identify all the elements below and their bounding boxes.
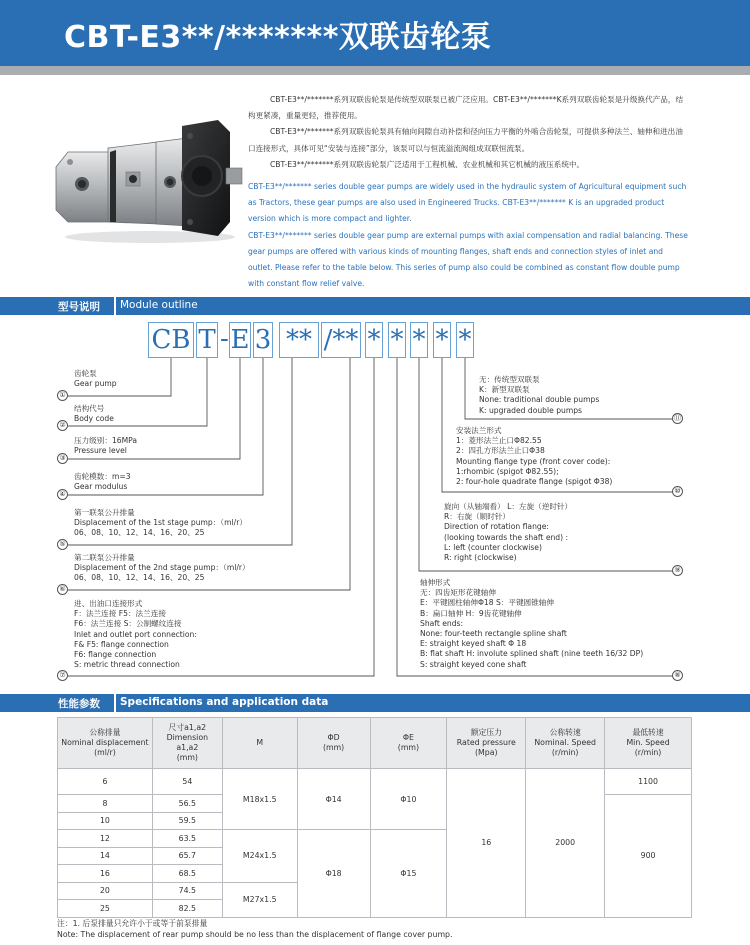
item-10-line: 1:rhombic (spigot Φ82.55);: [456, 466, 559, 476]
item-8-line: 无：四齿矩形花键轴伸: [420, 588, 496, 598]
header-line: (Mpa): [475, 748, 498, 757]
circled-number-10: ⑩: [672, 486, 683, 497]
cell-dimension: 82.5: [152, 900, 222, 918]
page-header: [0, 0, 750, 66]
intro-en-2: CBT-E3**/******* series double gear pump are external pumps with axial compensation and radial balancing. These gear pumps are offered with various kinds of mounting flanges, shaft ends and connection styles of inlet and outlet. Please refer to the table below. This series of pump also could be combined as constant flow double pump with constant flow relief valve.: [248, 230, 688, 289]
header-line: (mm): [322, 743, 345, 752]
cell-min-speed: 900: [605, 795, 692, 918]
header-e: [370, 718, 447, 769]
item-5-en: Displacement of the 1st stage pump：（ml/r）: [74, 518, 247, 528]
code-box-e: E: [229, 322, 251, 358]
table-row: [58, 769, 692, 795]
cell-displacement: 16: [58, 865, 153, 883]
item-8-line: Shaft ends:: [420, 618, 464, 628]
cell-displacement: 14: [58, 847, 153, 865]
circled-number-2: ②: [57, 420, 68, 431]
item-11-line: 无：传统型双联泵: [479, 375, 540, 384]
code-box-rotation: *: [410, 322, 428, 358]
item-6-zh: 第二联泵公升排量: [74, 553, 135, 562]
code-box-port: *: [365, 322, 383, 358]
item-11-label: [479, 375, 599, 416]
cell-m: M18x1.5: [222, 769, 297, 830]
circled-number-7: ⑦: [57, 670, 68, 681]
item-11-line: K：新型双联泵: [479, 385, 530, 395]
item-7-line: Inlet and outlet port connection:: [74, 629, 197, 639]
circled-number-11: ⑪: [674, 414, 681, 422]
circled-number-6: ⑥: [57, 584, 68, 595]
circled-number-1: ①: [57, 390, 68, 401]
item-5-zh: 第一联泵公升排量: [74, 508, 135, 517]
double-gear-pump-illustration: [50, 112, 245, 247]
item-8-line: None: four-teeth rectangle spline shaft: [420, 629, 567, 639]
item-9-line: (looking towards the shaft end) :: [444, 532, 569, 542]
cell-displacement: 20: [58, 882, 153, 900]
item-8-line: B：扁口轴伸 H：9齿花键轴伸: [420, 608, 522, 618]
page-title: CBT-E3**/*******双联齿轮泵: [64, 20, 492, 55]
circled-number-8: ⑧: [672, 670, 683, 681]
module-outline-title-cn: 型号说明: [58, 301, 100, 313]
header-line: ΦD: [327, 733, 340, 742]
intro-en-1: CBT-E3**/******* series double gear pumps are widely used in the hydraulic system of Agricultural equipment such as Tractors, these gear pumps are also used in Engineered Trucks. CBT-E3**/******* K is an upgraded product version which is more compact and lighter.: [248, 182, 687, 224]
item-10-line: 安装法兰形式: [456, 426, 502, 435]
item-4-label: [74, 472, 131, 492]
note-zh: 注：1. 后泵排量只允许小于或等于前泵排量: [57, 919, 208, 928]
circled-number-3: ③: [57, 453, 68, 464]
cell-dimension: 63.5: [152, 830, 222, 848]
intro-zh-1: CBT-E3**/*******系列双联齿轮泵是传统型双联泵已被广泛应用。CBT-E3**/*******K系列双联齿轮泵是升级换代产品，结构更紧凑，重量更轻，推荐使用。: [248, 95, 684, 121]
specifications-table: [57, 717, 692, 918]
header-line: Nominal. Speed: [534, 738, 596, 747]
specifications-title-cn: 性能参数: [58, 698, 100, 710]
cell-dimension: 74.5: [152, 882, 222, 900]
code-dash-1: -: [220, 324, 229, 354]
header-line: 公称排量: [89, 728, 121, 737]
item-10-line: 2: four-hole quadrate flange (spigot Φ38): [456, 477, 613, 487]
cell-displacement: 12: [58, 830, 153, 848]
header-line: 尺寸a1,a2: [168, 723, 207, 732]
item-8-line: E：平键圆柱轴伸Φ18 S：平键圆锥轴伸: [420, 598, 554, 608]
item-9-label: [444, 502, 572, 563]
cell-dimension: 65.7: [152, 847, 222, 865]
intro-zh-3: CBT-E3**/*******系列双联齿轮泵广泛适用于工程机械、农业机械和其它机械的液压系统中。: [270, 159, 585, 169]
item-7-label: [74, 599, 197, 670]
section-divider: [114, 694, 116, 712]
cell-m: M24x1.5: [222, 830, 297, 883]
cell-displacement: 25: [58, 900, 153, 918]
header-displacement: [58, 718, 153, 769]
item-9-line: 旋向（从轴端看） L：左旋（逆时针）: [444, 502, 573, 511]
cell-d: Φ18: [297, 830, 370, 918]
item-7-line: F6: flange connection: [74, 650, 157, 660]
header-line: 最低转速: [632, 728, 664, 737]
item-6-values: 06、08、10、12、14、16、20、25: [74, 573, 205, 583]
item-9-line: L: left (counter clockwise): [444, 542, 542, 552]
code-box-3: 3: [253, 322, 273, 358]
cell-displacement: 10: [58, 812, 153, 830]
header-stripe: [0, 66, 750, 75]
module-outline-title-en: Module outline: [120, 299, 198, 311]
item-10-line: Mounting flange type (front cover code):: [456, 456, 611, 466]
header-line: Dimension: [166, 733, 209, 742]
cell-displacement: 6: [58, 769, 153, 795]
code-box-second-disp: /**: [321, 322, 361, 358]
circled-number-5: ⑤: [57, 539, 68, 550]
section-divider: [114, 297, 116, 315]
item-8-line: E: straight keyed shaft Φ 18: [420, 639, 527, 649]
item-4-zh: 齿轮模数：m=3: [74, 472, 131, 481]
cell-e: Φ10: [370, 769, 447, 830]
cell-displacement: 8: [58, 795, 153, 813]
item-10-line: 1：菱形法兰止口Φ82.55: [456, 436, 542, 446]
cell-dimension: 56.5: [152, 795, 222, 813]
cell-dimension: 68.5: [152, 865, 222, 883]
item-7-line: F6：法兰连接 S：公制螺纹连接: [74, 619, 182, 629]
code-box-version: *: [456, 322, 474, 358]
item-9-line: R：右旋（顺时针）: [444, 512, 511, 522]
item-1-zh: 齿轮泵: [74, 369, 97, 378]
cell-rated-pressure: 16: [447, 769, 526, 918]
item-2-label: [74, 404, 114, 424]
item-6-label: [74, 553, 250, 584]
cell-d: Φ14: [297, 769, 370, 830]
specifications-title-en: Specifications and application data: [120, 696, 329, 708]
header-dimension: [152, 718, 222, 769]
item-3-en: Pressure level: [74, 446, 127, 456]
item-11-line: None: traditional double pumps: [479, 395, 600, 405]
header-line: (r/min): [551, 748, 579, 757]
cell-nominal-speed: 2000: [526, 769, 605, 918]
header-rated-pressure: [447, 718, 526, 769]
header-line: (mm): [397, 743, 420, 752]
code-box-shaft: *: [388, 322, 406, 358]
header-line: a1,a2: [176, 743, 199, 752]
item-8-label: [420, 578, 643, 670]
header-line: Min. Speed: [626, 738, 670, 747]
item-3-zh: 压力级别：16MPa: [74, 436, 138, 445]
item-8-line: S: straight keyed cone shaft: [420, 659, 527, 669]
item-7-line: S: metric thread connection: [74, 660, 180, 670]
cell-dimension: 54: [152, 769, 222, 795]
item-1-en: Gear pump: [74, 379, 117, 389]
cell-min-speed: 1100: [605, 769, 692, 795]
cell-m: M27x1.5: [222, 882, 297, 917]
item-7-line: F& F5: flange connection: [74, 639, 169, 649]
item-4-en: Gear modulus: [74, 482, 128, 492]
header-nominal-speed: [526, 718, 605, 769]
item-3-label: [74, 436, 137, 456]
intro-text: [248, 92, 688, 292]
header-d: [297, 718, 370, 769]
header-line: 公称转速: [549, 728, 581, 737]
specifications-bar: [0, 694, 750, 712]
cell-dimension: 59.5: [152, 812, 222, 830]
code-box-cb: CB: [148, 322, 194, 358]
item-5-label: [74, 508, 247, 539]
item-7-line: F：法兰连接 F5：法兰连接: [74, 609, 166, 619]
header-m: [222, 718, 297, 769]
item-5-values: 06、08、10、12、14、16、20、25: [74, 528, 205, 538]
header-line: (mm): [176, 753, 198, 762]
item-10-label: [456, 426, 612, 487]
header-line: ΦE: [402, 733, 414, 742]
item-8-line: B: flat shaft H: involute splined shaft (nine teeth 16/32 DP): [420, 649, 644, 659]
circled-number-4: ④: [57, 489, 68, 500]
item-1-label: [74, 369, 117, 389]
table-header-row: [58, 718, 692, 769]
header-line: Nominal displacement: [61, 738, 149, 747]
code-box-flange: *: [433, 322, 451, 358]
header-line: 额定压力: [470, 728, 502, 737]
cell-e: Φ15: [370, 830, 447, 918]
item-6-en: Displacement of the 2nd stage pump：（ml/r）: [74, 563, 250, 573]
item-9-line: Direction of rotation flange:: [444, 522, 549, 532]
header-line: M: [256, 738, 264, 747]
item-11-line: K: upgraded double pumps: [479, 405, 583, 415]
module-outline-bar: [0, 297, 750, 315]
item-7-line: 进、出油口连接形式: [74, 599, 143, 608]
footnotes: [57, 918, 452, 940]
model-code: [0, 322, 750, 358]
header-line: (ml/r): [94, 748, 116, 757]
item-8-line: 轴伸形式: [420, 578, 451, 587]
header-min-speed: [605, 718, 692, 769]
intro-zh-2: CBT-E3**/*******系列双联齿轮泵具有轴向间隙自动补偿和径向压力平衡的外啮合齿轮泵，可提供多种法兰、轴伸和进出油口连接形式，具体可见“安装与连接”部分，该泵可以与恒流溢流阀组成双联恒流泵。: [248, 127, 683, 153]
note-en: Note: The displacement of rear pump should be no less than the displacement of flange cover pump.: [57, 930, 453, 939]
item-10-line: 2：四孔方形法兰止口Φ38: [456, 446, 545, 456]
code-box-first-disp: **: [279, 322, 319, 358]
circled-number-9: ⑨: [672, 565, 683, 576]
header-line: Rated pressure: [456, 738, 516, 747]
header-line: (r/min): [634, 748, 662, 757]
item-9-line: R: right (clockwise): [444, 553, 517, 563]
code-box-t: T: [196, 322, 218, 358]
item-2-en: Body code: [74, 414, 114, 424]
item-2-zh: 结构代号: [74, 404, 105, 413]
